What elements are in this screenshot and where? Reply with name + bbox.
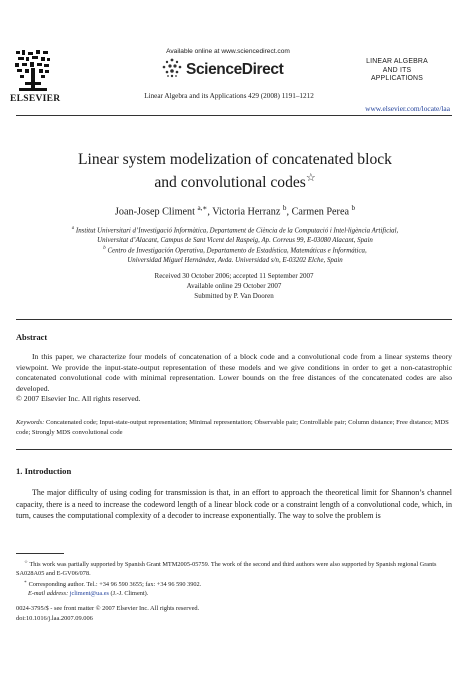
journal-url-link[interactable]: www.elsevier.com/locate/laa <box>365 104 450 113</box>
footnote-divider <box>16 553 64 554</box>
footnote-mark: ∗ <box>24 579 27 585</box>
affiliation-mark: b <box>103 246 106 251</box>
keywords-block <box>16 418 452 437</box>
abstract-copyright: © 2007 Elsevier Inc. All rights reserved. <box>16 394 141 404</box>
journal-name-line1: LINEAR ALGEBRA <box>366 58 428 65</box>
available-date: Available online 29 October 2007 <box>186 282 282 290</box>
header-divider <box>16 115 452 116</box>
keywords-list: Concatenated code; Input-state-output representation; Minimal representation; Observable pair; Controllable pair; Column distance; Free distance; MDS code; Strongly MDS convolutional code <box>16 419 449 436</box>
affiliation-a-line1: Institut Universitari d’Investigació Informàtica, Departament de Ciència de la Computació i Intel·ligència Artificial, <box>75 227 399 235</box>
article-title <box>30 150 440 192</box>
journal-name-line3: APPLICATIONS <box>370 75 424 83</box>
abstract-body <box>16 352 452 405</box>
affiliation-b-line1: Centro de Investigación Operativa, Departamento de Estadística, Matemáticas e Informática, <box>107 247 367 255</box>
affil-b-line1-wrap <box>28 244 442 256</box>
author-name: Victoria Herranz <box>212 206 281 218</box>
issn-line: 0024-3795/$ - see front matter © 2007 Elsevier Inc. All rights reserved. <box>16 605 200 612</box>
email-link[interactable]: jcliment@ua.es <box>69 589 109 597</box>
email-label: E-mail address: <box>28 589 69 597</box>
abstract-bottom-divider <box>16 449 452 450</box>
affil-a-line1-wrap <box>28 224 442 236</box>
author-list: Joan-Josep Climent $^{a,∗}$, Victoria Herranz $^b$, Carmen Perea $^b$ <box>114 204 356 218</box>
author-affiliation-mark[interactable]: a,∗ <box>197 204 208 212</box>
elsevier-tree-logo <box>13 48 53 92</box>
submitted-by: Submitted by P. Van Dooren <box>194 292 274 300</box>
affiliation-a-line2: Universitat d’Alacant, Campus de Sant Vicent del Raspeig, Ap. Correus 99, E-03080 Alacant, Spain <box>97 237 373 245</box>
email-suffix: (J.-J. Climent). <box>110 589 149 597</box>
bottom-matter <box>16 604 452 623</box>
title-line2: and convolutional codes <box>154 174 306 192</box>
footnotes <box>16 558 452 599</box>
footnote-mark: ☆ <box>24 559 28 564</box>
sciencedirect-dots-icon <box>160 57 184 79</box>
doi-line[interactable]: doi:10.1016/j.laa.2007.09.006 <box>16 614 93 622</box>
corresponding-footnote <box>16 578 452 590</box>
affiliation-b <box>28 244 442 266</box>
funding-footnote <box>16 558 452 578</box>
keywords-label: Keywords: <box>16 419 45 426</box>
author-affiliation-mark[interactable]: b <box>282 204 287 212</box>
available-online-text: Available online at www.sciencedirect.com <box>166 48 290 55</box>
author-affiliation-mark[interactable]: b <box>351 204 356 212</box>
corresponding-text: Corresponding author. Tel.: +34 96 590 3655; fax: +34 96 590 3902. <box>28 581 202 589</box>
funding-text: This work was partially supported by Spanish Grant MTM2005-05759. The work of the second and third authors were also supported by Spanish regional Grants SA028A05 and E-GV06/078. <box>16 561 437 577</box>
title-line2-wrap <box>30 169 440 192</box>
sciencedirect-brand: ScienceDirect <box>186 61 284 78</box>
abstract-top-divider <box>16 319 452 320</box>
title-footnote-mark[interactable]: ☆ <box>305 172 316 184</box>
affiliation-mark: a <box>71 226 75 231</box>
title-line1: Linear system modelization of concatenated block <box>78 151 392 168</box>
publisher-name: ELSEVIER <box>10 94 61 104</box>
abstract-text: In this paper, we characterize four models of concatenation of a block code and a convolutional code from a linear systems theory viewpoint. We provide the input-state-output representation of these models and we give conditions in order to get a non-catastrophic concatenated convolutional code with minimal representation. Lower bounds on the free distances of the concatenated codes are also developed. <box>16 352 452 393</box>
author-name: Carmen Perea <box>291 206 349 218</box>
author-name: Joan-Josep Climent <box>114 206 195 218</box>
journal-name-block <box>346 58 448 84</box>
introduction-body <box>16 487 452 522</box>
abstract-heading: Abstract <box>16 333 48 342</box>
received-date: Received 30 October 2006; accepted 11 September 2007 <box>154 272 314 280</box>
affiliation-b-line2: Universidad Miguel Hernández, Avda. Universidad s/n, E-03202 Elche, Spain <box>127 257 343 265</box>
affiliation-a <box>28 224 442 246</box>
section-heading-introduction: 1. Introduction <box>16 466 72 476</box>
journal-citation: Linear Algebra and its Applications 429 (2008) 1191–1212 <box>144 92 314 100</box>
article-history <box>100 271 368 301</box>
journal-name-line2: AND ITS <box>382 66 412 74</box>
introduction-text: The major difficulty of using coding for transmission is that, in an effort to approach the theoretical limit for Shannon’s channel capacity, there is a need to increase the codeword length of a linear block code or a constraint length of a convolutional code, which, in turn, causes the computational complexity of a decoder to increase exponentially. The way to solve the problem is <box>16 488 452 521</box>
email-footnote <box>16 590 452 599</box>
